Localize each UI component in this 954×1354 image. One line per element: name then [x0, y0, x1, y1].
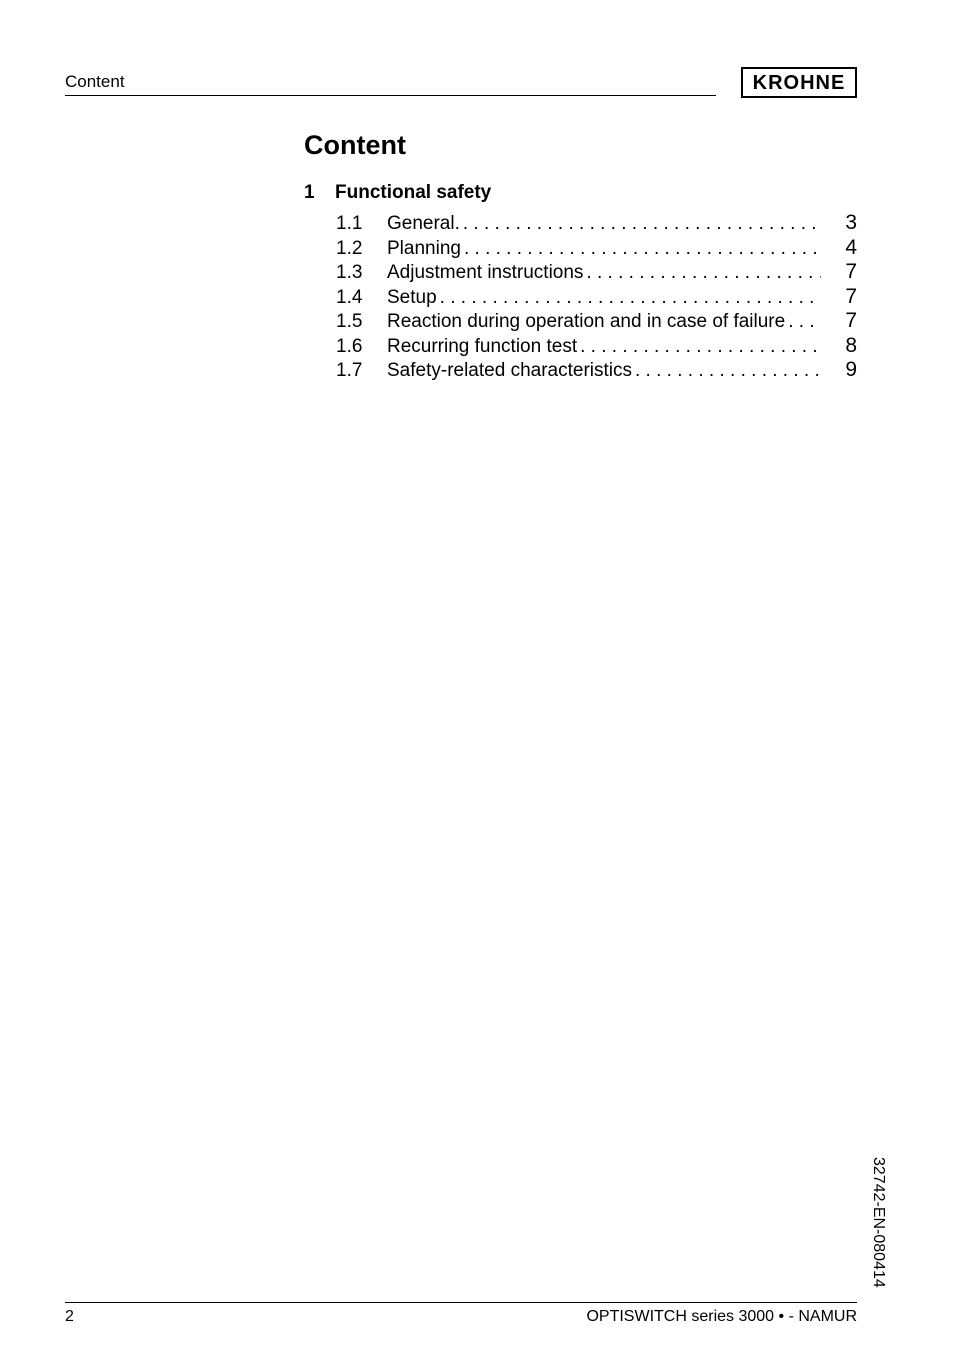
- toc-entry-number: 1.4: [336, 286, 363, 308]
- toc-entry[interactable]: [336, 309, 857, 334]
- toc-leader-dots: [461, 237, 821, 262]
- footer-product-name: OPTISWITCH series 3000 • - NAMUR: [586, 1308, 857, 1325]
- table-of-contents: [336, 211, 857, 383]
- toc-entry-number: 1.3: [336, 262, 363, 283]
- toc-section-heading: [304, 181, 857, 205]
- toc-entry[interactable]: [336, 334, 857, 359]
- toc-entry-title-cell: [387, 286, 827, 311]
- document-code: 32742-EN-080414: [870, 1157, 887, 1288]
- toc-entry[interactable]: [336, 236, 857, 261]
- toc-entry-page: 9: [845, 358, 857, 381]
- toc-entry-number: 1.7: [336, 360, 363, 381]
- toc-entry-title: Planning: [387, 237, 461, 259]
- toc-entry-title-cell: [387, 261, 827, 286]
- toc-entry-number: 1.1: [336, 213, 363, 234]
- toc-entry-title: Recurring function test: [387, 335, 578, 357]
- toc-entry-title: General.: [387, 213, 460, 234]
- toc-entry-number: 1.6: [336, 335, 363, 357]
- toc-entry-title: Reaction during operation and in case of failure: [387, 311, 786, 332]
- toc-entry-page: 4: [845, 235, 857, 259]
- section-number: 1: [304, 182, 315, 203]
- header-rule: [65, 95, 716, 96]
- toc-entry-title-cell: [387, 335, 827, 360]
- toc-leader-dots: [583, 261, 821, 286]
- toc-entry-title: Setup: [387, 286, 437, 308]
- toc-entry-number: 1.2: [336, 237, 363, 259]
- toc-entry-page: 7: [845, 260, 857, 283]
- toc-entry-title-cell: [387, 359, 827, 384]
- krohne-logo: KROHNE: [741, 67, 857, 98]
- toc-leader-dots: [437, 286, 821, 311]
- toc-entry-title-cell: [387, 310, 827, 335]
- toc-leader-dots: [577, 335, 821, 360]
- toc-entry[interactable]: [336, 358, 857, 383]
- toc-entry-number: 1.5: [336, 311, 363, 332]
- section-title: Functional safety: [335, 182, 492, 203]
- toc-entry-title-cell: [387, 237, 827, 262]
- toc-entry-page: 8: [845, 333, 857, 357]
- toc-entry-page: 3: [845, 211, 857, 234]
- toc-entry[interactable]: [336, 285, 857, 310]
- toc-entry-title: Safety-related characteristics: [387, 360, 632, 381]
- toc-leader-dots: [785, 310, 821, 335]
- toc-entry-page: 7: [845, 284, 857, 308]
- footer-page-number: 2: [65, 1308, 74, 1325]
- toc-leader-dots: [632, 359, 821, 384]
- toc-entry-title: Adjustment instructions: [387, 262, 584, 283]
- toc-entry[interactable]: [336, 211, 857, 236]
- toc-entry-page: 7: [845, 309, 857, 332]
- header-label: Content: [65, 72, 125, 91]
- toc-entry[interactable]: [336, 260, 857, 285]
- document-code-side: [870, 1157, 899, 1305]
- page-title: Content: [304, 130, 406, 160]
- toc-leader-dots: [460, 212, 821, 237]
- footer-rule: [65, 1302, 857, 1303]
- toc-entry-title-cell: [387, 212, 827, 237]
